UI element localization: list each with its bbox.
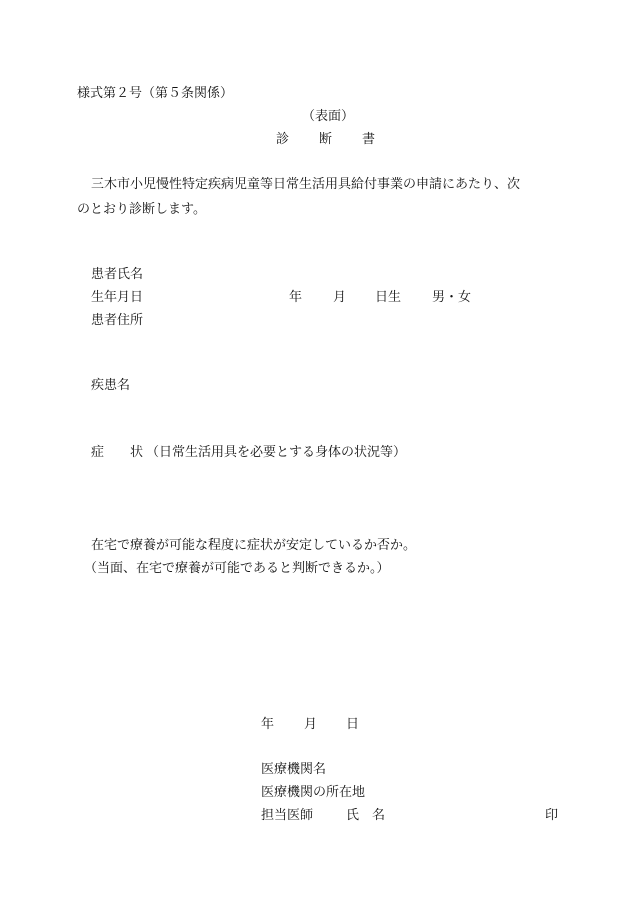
doctor-label: 担当医師 — [261, 808, 314, 823]
document-side: （表面） — [302, 109, 355, 124]
institution-address-label: 医療機関の所在地 — [261, 785, 366, 800]
signature-day-label: 日 — [346, 717, 360, 732]
title-char-2: 断 — [319, 132, 333, 147]
symptoms-label: 症 状 — [91, 445, 144, 460]
stability-question: 在宅で療養が可能な程度に症状が安定しているか否か。 — [91, 538, 417, 553]
title-char-1: 診 — [276, 132, 290, 147]
birth-day-label: 日生 — [375, 290, 402, 305]
birthdate-label: 生年月日 — [91, 290, 144, 305]
patient-name-label: 患者氏名 — [91, 267, 144, 282]
stability-note: （当面、在宅で療養が可能であると判断できるか。） — [84, 561, 390, 576]
seal-mark: 印 — [545, 808, 559, 823]
intro-line-1: 三木市小児慢性特定疾病児童等日常生活用具給付事業の申請にあたり、次 — [91, 177, 521, 192]
symptoms-note: （日常生活用具を必要とする身体の状況等） — [146, 445, 407, 460]
doctor-name-label: 氏 名 — [346, 808, 386, 823]
birth-year-label: 年 — [289, 290, 303, 305]
patient-address-label: 患者住所 — [91, 313, 144, 328]
signature-year-label: 年 — [261, 717, 275, 732]
institution-name-label: 医療機関名 — [261, 762, 327, 777]
disease-name-label: 疾患名 — [91, 378, 131, 393]
intro-line-2: のとおり診断します。 — [77, 202, 206, 217]
birth-month-label: 月 — [333, 290, 347, 305]
signature-month-label: 月 — [304, 717, 318, 732]
form-number: 様式第２号（第５条関係） — [77, 86, 234, 101]
sex-selection: 男・女 — [432, 290, 472, 305]
title-char-3: 書 — [362, 132, 376, 147]
